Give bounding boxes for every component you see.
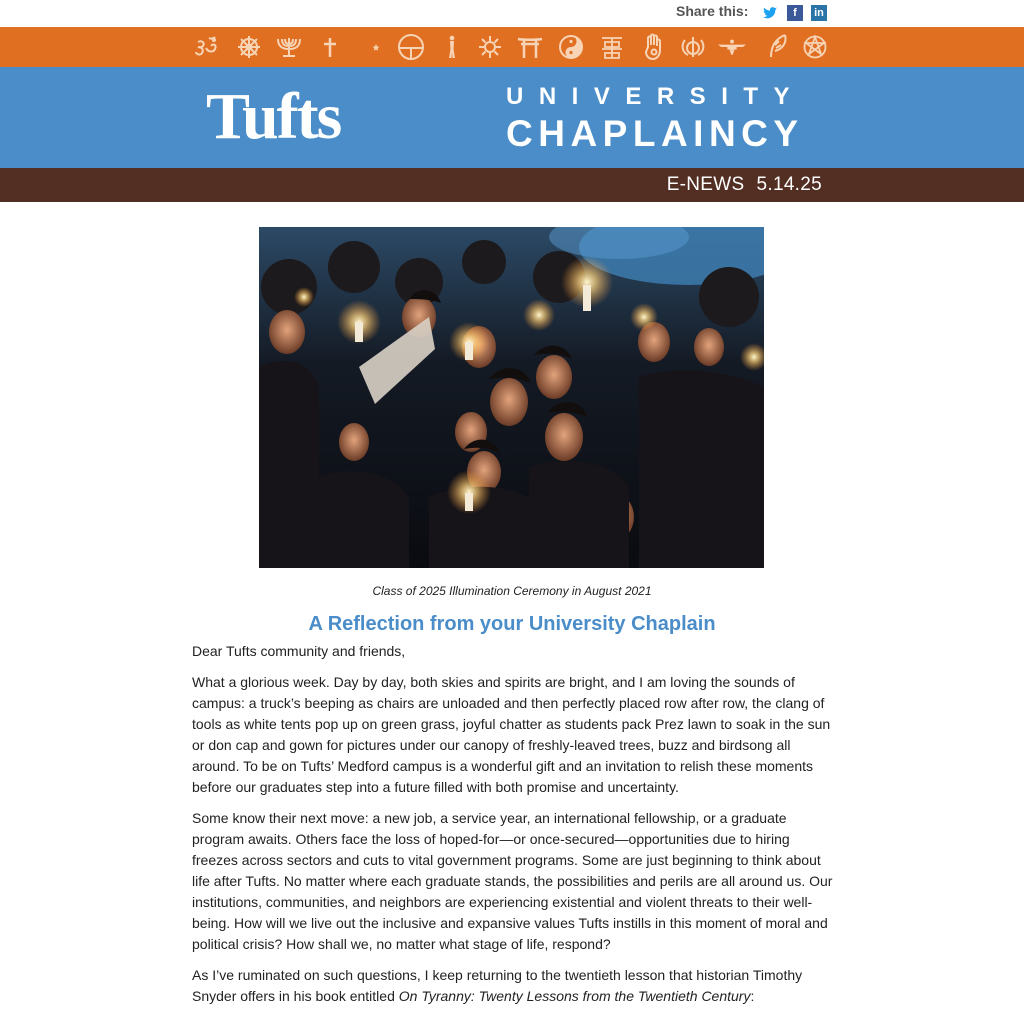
photo-caption: Class of 2025 Illumination Ceremony in August 2021 [372,584,652,598]
tufts-logo[interactable]: Tufts [206,80,341,153]
earth-circle-icon [397,33,425,61]
header-title-chaplaincy: CHAPLAINCY [506,113,804,154]
humanist-figure-icon [438,33,466,61]
share-bar [0,0,1024,27]
faravahar-icon [718,33,746,61]
article-paragraph-3 [192,965,836,1007]
dharma-wheel-icon [235,33,263,61]
linkedin-icon[interactable]: in [811,5,827,21]
sun-burst-icon [476,33,504,61]
pentacle-icon [801,33,829,61]
om-icon [193,33,221,61]
twitter-icon[interactable] [762,5,778,21]
header-title-university: UNIVERSITY [506,83,806,110]
article-body [192,641,836,1017]
article-paragraph-3-end: : [750,988,755,1004]
enews-date: 5.14.25 [756,174,822,195]
share-label: Share this: [676,3,749,19]
article-paragraph-3-start: As I’ve ruminated on such questions, I keep returning to the twentieth lesson that historian Timothy Snyder offers in his book entitled [192,967,803,1004]
article-title: A Reflection from your University Chaplain [308,613,716,635]
book-title: On Tyranny: Twenty Lessons from the Twentieth Century [398,988,751,1004]
article-greeting: Dear Tufts community and friends, [192,643,406,659]
illumination-ceremony-photo [259,227,764,568]
crescent-star-icon [356,33,384,61]
khanda-icon [679,33,707,61]
torii-icon [516,33,544,61]
enews-label [667,174,822,196]
cross-icon [316,33,344,61]
enews-title: E-NEWS [666,174,745,195]
interfaith-symbols-bar [0,27,1024,67]
menorah-icon [275,33,303,61]
article-paragraph-2: Some know their next move: a new job, a service year, an international fellowship, or a graduate program awaits. Others face the loss of hoped-for—or once-secured—opportunities due to hiring freezes across sectors and cuts to vital government programs. Some are just beginning to think about life after Tufts. No matter where each graduate stands, the possibilities and perils are all around us. Our institutions, communities, and neighbors are experiencing existential and violent threats to their well-being. How will we live out the inclusive and expansive values Tufts instills in this moment of moral and political crisis? How shall we, no matter what stage of life, respond? [192,810,833,952]
enews-bar [0,168,1024,202]
double-happiness-icon [598,33,626,61]
facebook-icon[interactable]: f [787,5,803,21]
jain-hand-icon [640,33,668,61]
yin-yang-icon [557,33,585,61]
article-paragraph-1: What a glorious week. Day by day, both skies and spirits are bright, and I am loving the sounds of campus: a truck’s beeping as chairs are unloaded and then perfectly placed row after row, the clang of tools as white tents pop up on green grass, joyful chatter as students pack Prez lawn to soak in the sun or don cap and gown for pictures under our canopy of freshly-leaved trees, buzz and birdsong all around. To be on Tufts’ Medford campus is a wonderful gift and an invitation to relish these moments before our graduates step into a future filled with both promise and uncertainty. [192,674,831,795]
feather-icon [764,33,792,61]
